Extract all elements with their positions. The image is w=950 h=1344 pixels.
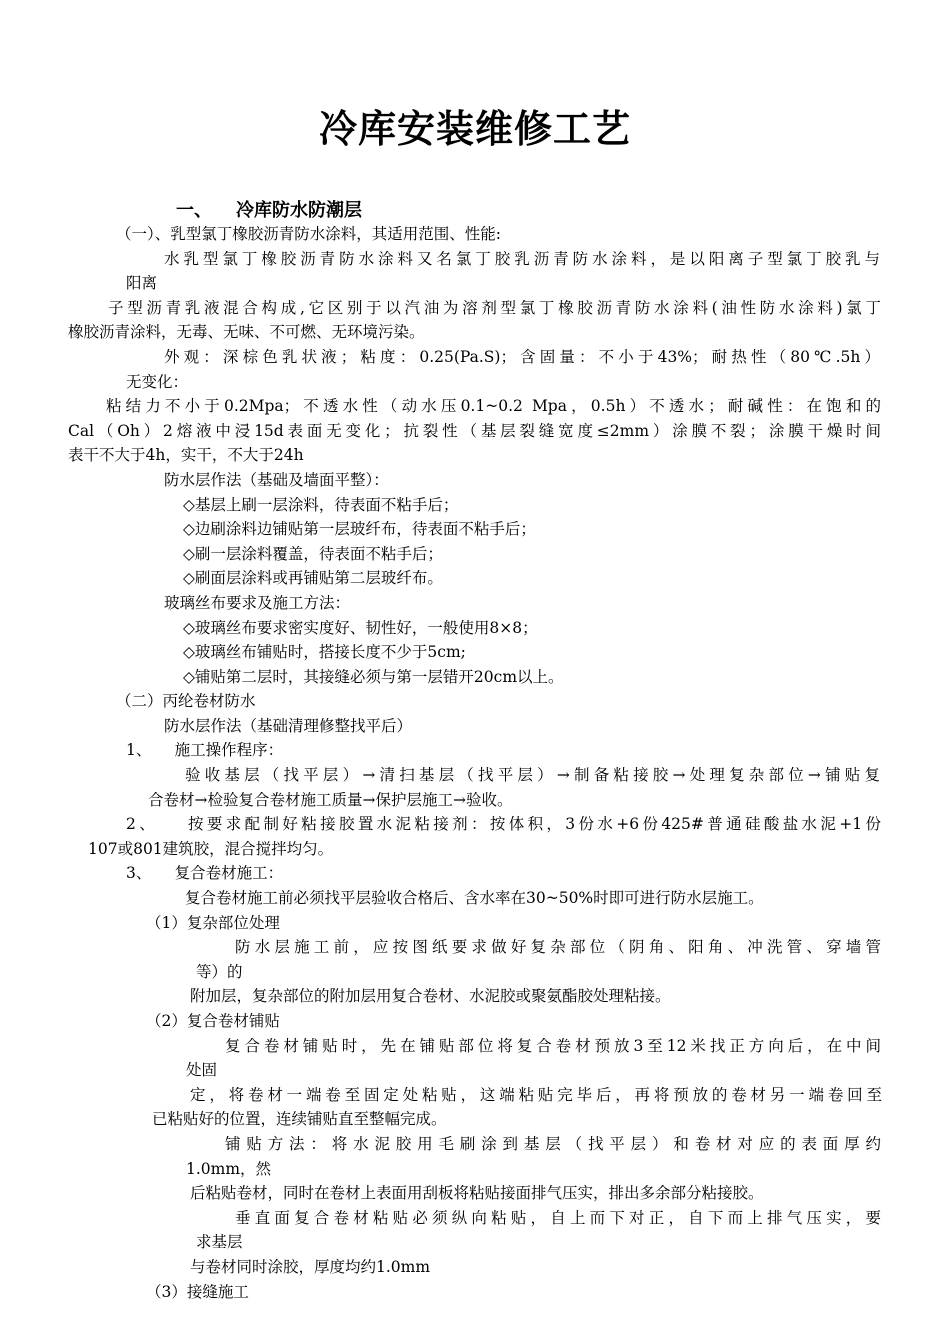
text-line: 复合卷材施工前必须找平层验收合格后、含水率在30~50%时即可进行防水层施工。 [185,889,764,908]
text-line: 合卷材→检验复合卷材施工质量→保护层施工→验收。 [148,790,513,809]
text-line: 107或801建筑胶，混合搅拌均匀。 [88,839,334,858]
text-line: 外观：深棕色乳状液；粘度：0.25(Pa.S)；含固量：不小于43%；耐热性（80℃.5h） [164,347,880,366]
text-line: 表干不大于4h，实干，不大于24h [68,446,304,465]
document-title: 冷库安装维修工艺 [318,107,631,151]
text-line: 已粘贴好的位置，连续铺贴直至整幅完成。 [152,1110,447,1129]
text-line: 阳离 [126,274,158,293]
text-line: 粘结力不小于0.2Mpa；不透水性（动水压0.1~0.2 Mpa，0.5h）不透水；耐碱性：在饱和的 [106,397,881,416]
section-heading [176,196,362,222]
text-line: 定，将卷材一端卷至固定处粘贴，这端粘贴完毕后，再将预放的卷材另一端卷回至 [190,1085,882,1104]
text-line: ◇基层上刷一层涂料，待表面不粘手后； [183,495,459,514]
text-line: 验收基层（找平层）→清扫基层（找平层）→制备粘接胶→处理复杂部位→铺贴复 [185,766,880,785]
text-line: 复合卷材铺贴时，先在铺贴部位将复合卷材预放3至12米找正方向后，在中间 [225,1036,881,1055]
text-line: ◇玻璃丝布铺贴时，搭接长度不少于5cm; [183,643,466,662]
text-line: 橡胶沥青涂料，无毒、无味、不可燃、无环境污染。 [68,323,425,342]
text-line: （一）、乳型氯丁橡胶沥青防水涂料，其适用范围、性能: [116,225,501,243]
text-line: 无变化： [126,372,189,391]
text-line: 与卷材同时涂胶，厚度均约1.0mm [190,1257,431,1276]
text-line: 1.0mm，然 [186,1159,272,1178]
text-line: 1、 施工操作程序： [126,741,284,760]
text-line: 水乳型氯丁橡胶沥青防水涂料又名氯丁胶乳沥青防水涂料，是以阳离子型氯丁胶乳与 [164,249,880,268]
text-line: 等）的 [196,962,243,981]
text-line: Cal（Oh）2熔液中浸15d表面无变化；抗裂性（基层裂缝宽度≤2mm）涂膜不裂；涂膜干燥时间 [68,421,881,440]
document-body [0,222,950,1304]
text-line: 处固 [186,1061,218,1080]
text-line: 防水层作法（基础及墙面平整）： [164,470,389,489]
text-line: 玻璃丝布要求及施工方法： [164,593,351,612]
text-line: 后粘贴卷材，同时在卷材上表面用刮板将粘贴接面排气压实，排出多余部分粘接胶。 [190,1184,764,1203]
text-line: （1）复杂部位处理 [146,913,280,932]
text-line: 子型沥青乳液混合构成,它区别于以汽油为溶剂型氯丁橡胶沥青防水涂料(油性防水涂料)氯丁 [108,298,881,317]
text-line: （2）复合卷材铺贴 [146,1012,280,1030]
section-number: 一、 [176,200,212,221]
text-line: ◇刷面层涂料或再铺贴第二层玻纤布。 [183,569,443,588]
text-line: ◇边刷涂料边铺贴第一层玻纤布，待表面不粘手后； [183,520,536,539]
text-line: 求基层 [196,1233,243,1252]
text-line: 防水层作法（基础清理修整找平后） [164,716,413,735]
text-line: ◇玻璃丝布要求密实度好、韧性好，一般使用8×8； [183,618,538,637]
text-line: 附加层，复杂部位的附加层用复合卷材、水泥胶或聚氨酯胶处理粘接。 [190,987,671,1006]
text-line: （二）丙纶卷材防水 [116,692,256,711]
text-line: 垂直面复合卷材粘贴必须纵向粘贴，自上而下对正，自下而上排气压实，要 [235,1208,881,1227]
text-line: （3）接缝施工 [146,1282,249,1301]
text-line: 铺贴方法：将水泥胶用毛刷涂到基层（找平层）和卷材对应的表面厚约 [225,1134,881,1153]
text-line: ◇铺贴第二层时，其接缝必须与第一层错开20cm以上。 [183,667,564,686]
text-line: 防水层施工前，应按图纸要求做好复杂部位（阴角、阳角、冲洗管、穿墙管 [235,938,881,957]
section-heading-text: 冷库防水防潮层 [236,200,362,221]
text-line: 3、 复合卷材施工： [126,864,284,883]
text-line: 2、 按要求配制好粘接胶置水泥粘接剂：按体积，3份水+6份425#普通硅酸盐水泥+1份 [126,815,881,834]
text-line: ◇刷一层涂料覆盖，待表面不粘手后； [183,544,443,563]
